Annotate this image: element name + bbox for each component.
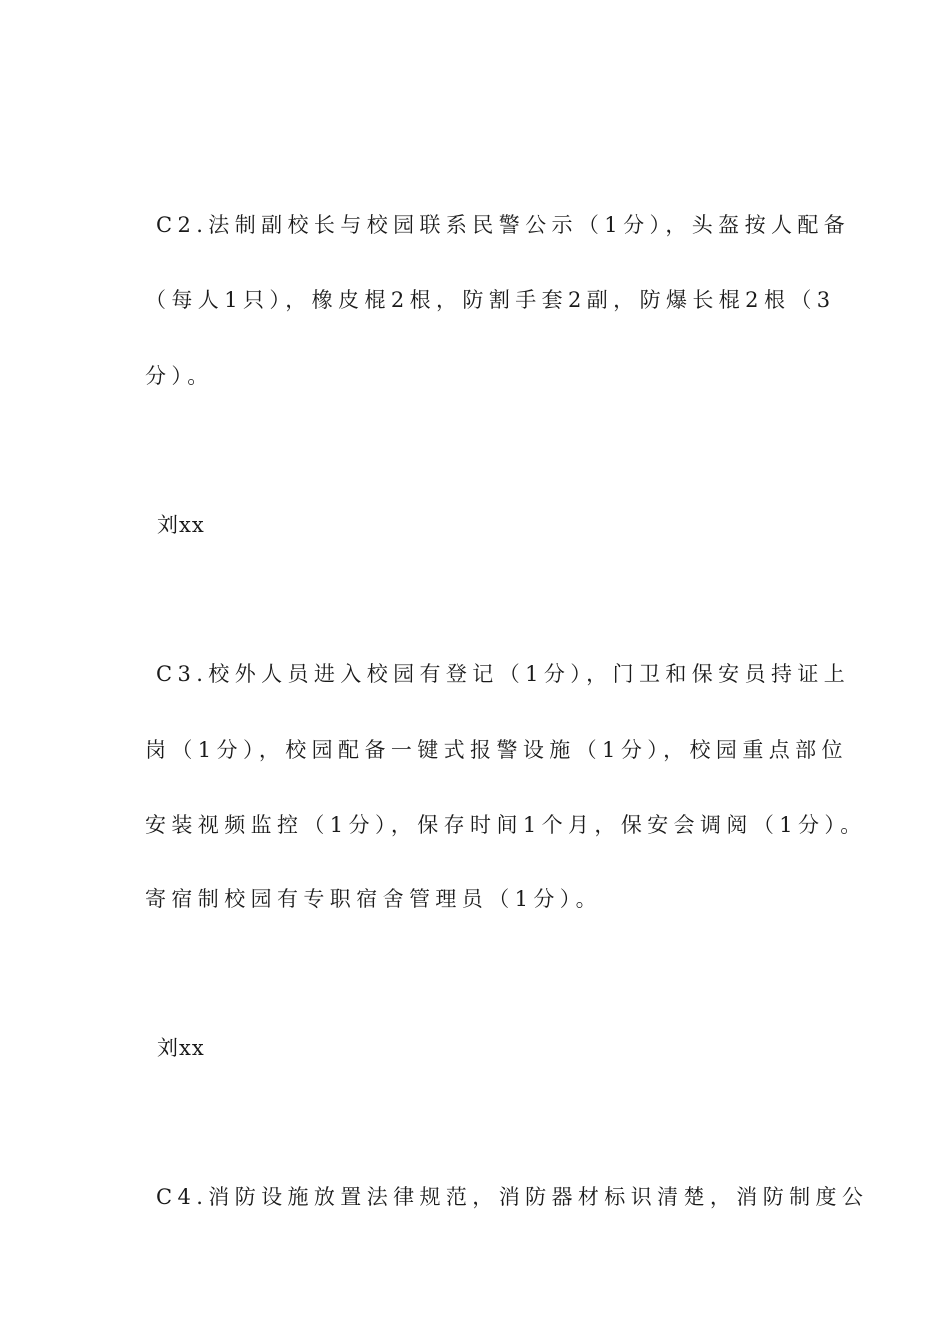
c3-line-4: 寄宿制校园有专职宿舍管理员（1分）。 [145,887,603,911]
signature-2: 刘xx [157,1036,205,1060]
c2-line-2: （每人1只），橡皮棍2根，防割手套2副，防爆长棍2根（3 [145,288,836,312]
c2-line-3: 分）。 [145,364,214,388]
c3-line-2: 岗（1分），校园配备一键式报警设施（1分），校园重点部位 [145,738,848,762]
signature-1: 刘xx [157,513,205,537]
c3-line-3: 安装视频监控（1分），保存时间1个月，保安会调阅（1分）。 [145,813,867,837]
c4-line-1: C4.消防设施放置法律规范，消防器材标识清楚，消防制度公 [156,1185,869,1209]
c3-line-1: C3.校外人员进入校园有登记（1分），门卫和保安员持证上 [156,662,851,686]
c2-line-1: C2.法制副校长与校园联系民警公示（1分），头盔按人配备 [156,213,851,237]
